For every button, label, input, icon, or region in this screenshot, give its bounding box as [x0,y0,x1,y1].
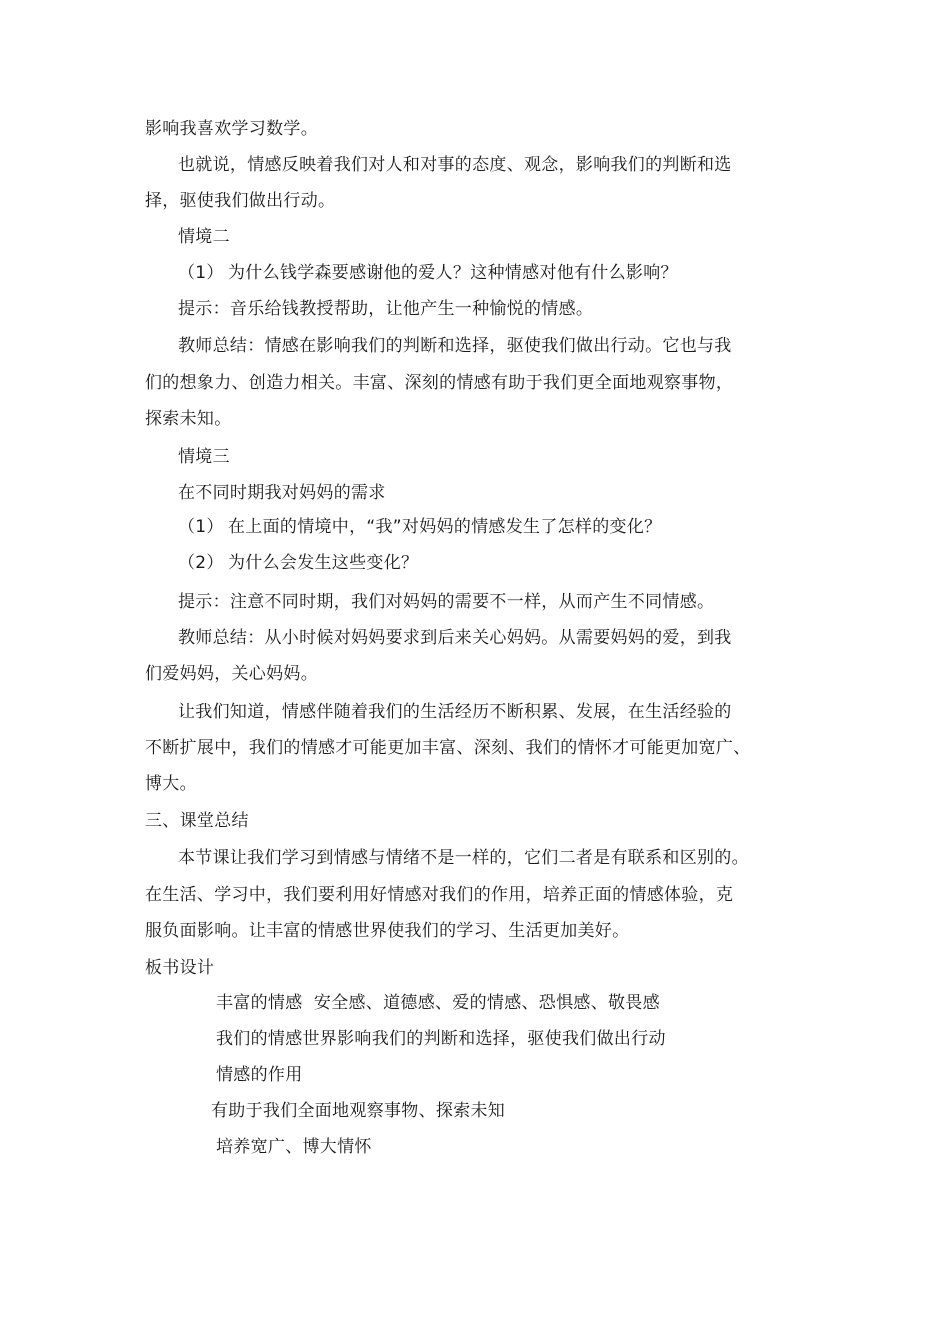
question-number: （1） [178,517,224,537]
text-line: 影响我喜欢学习数学。 [145,119,318,139]
text-line: 让我们知道，情感伴随着我们的生活经历不断积累、发展，在生活经验的 [178,702,732,722]
section-heading-scenario-2: 情境二 [178,227,230,247]
text-line: 在生活、学习中，我们要利用好情感对我们的作用，培养正面的情感体验，克 [145,885,734,905]
question-item [178,516,661,538]
question-item [178,262,678,284]
question-number: （1） [178,263,224,283]
board-line: 情感的作用 [216,1065,303,1085]
board-line: 培养宽广、博大情怀 [216,1137,372,1157]
board-line: 丰富的情感 安全感、道德感、爱的情感、恐惧感、敬畏感 [216,993,660,1013]
text-line: 探索未知。 [145,409,232,429]
question-item [178,552,418,574]
section-heading-scenario-3: 情境三 [178,447,230,467]
text-line: 不断扩展中，我们的情感才可能更加丰富、深刻、我们的情怀才可能更加宽广、 [145,738,751,758]
text-line: 服负面影响。让丰富的情感世界使我们的学习、生活更加美好。 [145,921,630,941]
question-text: 为什么会发生这些变化？ [228,553,419,573]
question-text: 为什么钱学森要感谢他的爱人？这种情感对他有什么影响？ [228,263,678,283]
text-line: 们爱妈妈，关心妈妈。 [145,664,318,684]
text-line: 择，驱使我们做出行动。 [145,191,336,211]
text-line: 们的想象力、创造力相关。丰富、深刻的情感有助于我们更全面地观察事物， [145,373,734,393]
text-line: 教师总结：情感在影响我们的判断和选择，驱使我们做出行动。它也与我 [178,336,732,356]
section-heading-class-summary: 三、课堂总结 [145,811,249,831]
text-line: 本节课让我们学习到情感与情绪不是一样的，它们二者是有联系和区别的。 [178,848,749,868]
text-line: 教师总结：从小时候对妈妈要求到后来关心妈妈。从需要妈妈的爱，到我 [178,628,732,648]
question-number: （2） [178,553,224,573]
text-line: 在不同时期我对妈妈的需求 [178,483,386,503]
question-text: 在上面的情境中，“我”对妈妈的情感发生了怎样的变化？ [228,517,662,537]
text-line: 也就说，情感反映着我们对人和对事的态度、观念，影响我们的判断和选 [178,155,732,175]
section-heading-board-design: 板书设计 [145,958,215,978]
text-line: 博大。 [145,774,197,794]
board-line: 我们的情感世界影响我们的判断和选择，驱使我们做出行动 [216,1029,666,1049]
hint-line: 提示：注意不同时期，我们对妈妈的需要不一样，从而产生不同情感。 [178,592,715,612]
board-line: 有助于我们全面地观察事物、探索未知 [211,1101,506,1121]
hint-line: 提示：音乐给钱教授帮助，让他产生一种愉悦的情感。 [178,299,594,319]
